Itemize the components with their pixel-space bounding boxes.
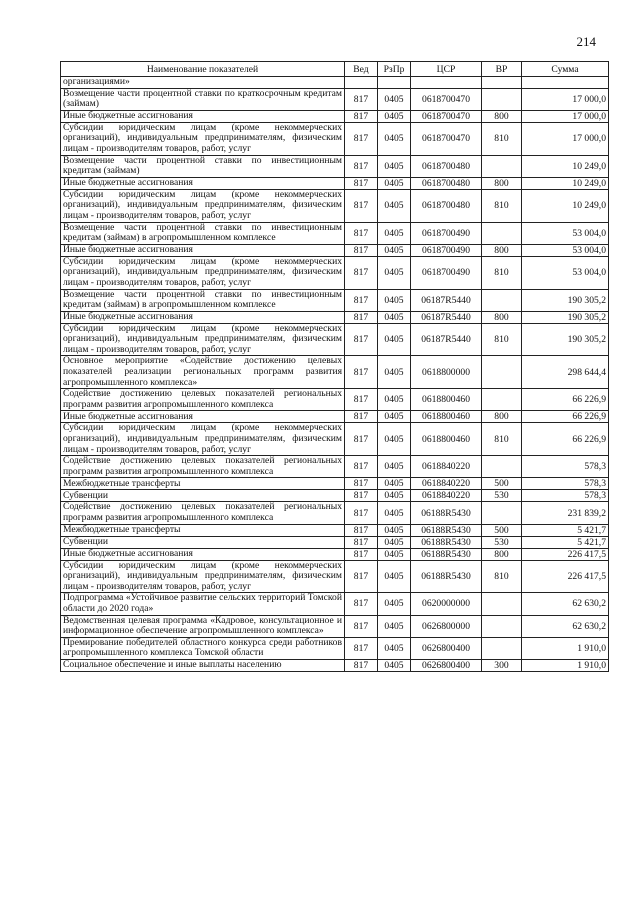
table-row	[61, 177, 609, 189]
row-ved-cell: 817	[345, 456, 378, 478]
table-row	[61, 524, 609, 536]
row-rzpr-cell: 0405	[378, 478, 411, 490]
row-rzpr-cell	[378, 77, 411, 89]
row-ved-cell: 817	[345, 177, 378, 189]
row-sum-cell: 10 249,0	[522, 177, 609, 189]
row-vr-cell: 810	[482, 323, 522, 356]
row-name-cell: Социальное обеспечение и иные выплаты населению	[61, 659, 345, 671]
row-rzpr-cell: 0405	[378, 593, 411, 615]
row-vr-cell: 800	[482, 311, 522, 323]
table-row	[61, 222, 609, 244]
row-name-cell: Ведомственная целевая программа «Кадровое, консультационное и информационное обеспечение агропромышленного комплекса»	[61, 615, 345, 637]
row-sum-cell: 10 249,0	[522, 189, 609, 222]
row-rzpr-cell: 0405	[378, 356, 411, 389]
header-rzpr: РзПр	[378, 62, 411, 77]
row-name-cell: Иные бюджетные ассигнования	[61, 177, 345, 189]
row-sum-cell: 578,3	[522, 490, 609, 502]
row-rzpr-cell: 0405	[378, 256, 411, 289]
row-vr-cell: 800	[482, 110, 522, 122]
row-ved-cell: 817	[345, 637, 378, 659]
row-vr-cell: 300	[482, 659, 522, 671]
row-name-cell: Субвенции	[61, 490, 345, 502]
row-sum-cell: 1 910,0	[522, 637, 609, 659]
row-csr-cell: 0618700470	[411, 110, 482, 122]
row-sum-cell: 10 249,0	[522, 155, 609, 177]
row-sum-cell: 17 000,0	[522, 88, 609, 110]
row-rzpr-cell: 0405	[378, 122, 411, 155]
row-name-cell: Возмещение части процентной ставки по инвестиционным кредитам (займам) в агропромышленном комплексе	[61, 222, 345, 244]
row-name-cell: Субвенции	[61, 536, 345, 548]
row-csr-cell: 0626800000	[411, 615, 482, 637]
row-rzpr-cell: 0405	[378, 289, 411, 311]
row-sum-cell: 5 421,7	[522, 536, 609, 548]
row-csr-cell: 0618800460	[411, 389, 482, 411]
row-ved-cell: 817	[345, 256, 378, 289]
row-name-cell: Возмещение части процентной ставки по краткосрочным кредитам (займам)	[61, 88, 345, 110]
row-vr-cell	[482, 615, 522, 637]
row-ved-cell: 817	[345, 490, 378, 502]
row-csr-cell: 0618840220	[411, 490, 482, 502]
row-ved-cell: 817	[345, 155, 378, 177]
row-csr-cell: 0618800460	[411, 423, 482, 456]
table-row	[61, 411, 609, 423]
row-vr-cell	[482, 88, 522, 110]
row-vr-cell	[482, 289, 522, 311]
row-sum-cell: 66 226,9	[522, 411, 609, 423]
row-name-cell: Возмещение части процентной ставки по инвестиционным кредитам (займам) в агропромышленном комплексе	[61, 289, 345, 311]
row-ved-cell: 817	[345, 311, 378, 323]
row-vr-cell	[482, 502, 522, 524]
row-ved-cell: 817	[345, 122, 378, 155]
table-row	[61, 323, 609, 356]
row-sum-cell: 66 226,9	[522, 423, 609, 456]
row-rzpr-cell: 0405	[378, 423, 411, 456]
row-sum-cell: 62 630,2	[522, 615, 609, 637]
row-sum-cell	[522, 77, 609, 89]
page-number: 214	[576, 34, 596, 49]
table-row	[61, 490, 609, 502]
row-name-cell: Субсидии юридическим лицам (кроме некоммерческих организаций), индивидуальным предпринимателям, физическим лицам - производителям товаров, работ, услуг	[61, 560, 345, 593]
row-vr-cell	[482, 155, 522, 177]
row-csr-cell: 0626800400	[411, 637, 482, 659]
row-sum-cell: 17 000,0	[522, 122, 609, 155]
header-ved: Вед	[345, 62, 378, 77]
row-name-cell: Основное мероприятие «Содействие достижению целевых показателей реализации региональных программ развития агропромышленного комплекса»	[61, 356, 345, 389]
row-rzpr-cell: 0405	[378, 389, 411, 411]
header-name: Наименование показателей	[61, 62, 345, 77]
row-rzpr-cell: 0405	[378, 659, 411, 671]
row-name-cell: Межбюджетные трансферты	[61, 524, 345, 536]
row-rzpr-cell: 0405	[378, 456, 411, 478]
row-rzpr-cell: 0405	[378, 323, 411, 356]
row-rzpr-cell: 0405	[378, 110, 411, 122]
budget-table	[60, 61, 609, 672]
row-ved-cell: 817	[345, 88, 378, 110]
row-csr-cell: 06188R5430	[411, 502, 482, 524]
row-name-cell: Иные бюджетные ассигнования	[61, 110, 345, 122]
row-ved-cell: 817	[345, 659, 378, 671]
row-rzpr-cell: 0405	[378, 615, 411, 637]
row-name-cell: Субсидии юридическим лицам (кроме некоммерческих организаций), индивидуальным предпринимателям, физическим лицам - производителям товаров, работ, услуг	[61, 189, 345, 222]
row-csr-cell: 0618700490	[411, 256, 482, 289]
row-ved-cell: 817	[345, 289, 378, 311]
row-sum-cell: 17 000,0	[522, 110, 609, 122]
row-rzpr-cell: 0405	[378, 311, 411, 323]
row-name-cell: Субсидии юридическим лицам (кроме некоммерческих организаций), индивидуальным предпринимателям, физическим лицам - производителям товаров, работ, услуг	[61, 423, 345, 456]
row-ved-cell: 817	[345, 615, 378, 637]
row-rzpr-cell: 0405	[378, 490, 411, 502]
row-vr-cell: 530	[482, 490, 522, 502]
table-row	[61, 615, 609, 637]
row-vr-cell: 530	[482, 536, 522, 548]
row-name-cell: Возмещение части процентной ставки по инвестиционным кредитам (займам)	[61, 155, 345, 177]
row-ved-cell: 817	[345, 389, 378, 411]
row-ved-cell: 817	[345, 524, 378, 536]
table-row	[61, 256, 609, 289]
row-sum-cell: 190 305,2	[522, 289, 609, 311]
row-name-cell: Иные бюджетные ассигнования	[61, 244, 345, 256]
row-ved-cell: 817	[345, 423, 378, 456]
row-rzpr-cell: 0405	[378, 524, 411, 536]
row-csr-cell: 0620000000	[411, 593, 482, 615]
table-row	[61, 502, 609, 524]
row-csr-cell: 0618840220	[411, 456, 482, 478]
row-ved-cell: 817	[345, 189, 378, 222]
row-sum-cell: 190 305,2	[522, 311, 609, 323]
row-vr-cell: 800	[482, 177, 522, 189]
row-rzpr-cell: 0405	[378, 244, 411, 256]
row-csr-cell: 0618840220	[411, 478, 482, 490]
row-sum-cell: 226 417,5	[522, 548, 609, 560]
row-vr-cell	[482, 389, 522, 411]
row-sum-cell: 226 417,5	[522, 560, 609, 593]
header-sum: Сумма	[522, 62, 609, 77]
row-csr-cell: 0618700490	[411, 244, 482, 256]
table-row	[61, 88, 609, 110]
row-csr-cell: 0618800460	[411, 411, 482, 423]
row-sum-cell: 578,3	[522, 456, 609, 478]
table-row	[61, 659, 609, 671]
row-sum-cell: 53 004,0	[522, 222, 609, 244]
row-csr-cell: 0618800000	[411, 356, 482, 389]
row-ved-cell: 817	[345, 593, 378, 615]
row-ved-cell: 817	[345, 323, 378, 356]
row-name-cell: Содействие достижению целевых показателей региональных программ развития агропромышленного комплекса	[61, 389, 345, 411]
row-vr-cell: 810	[482, 423, 522, 456]
table-row	[61, 244, 609, 256]
row-vr-cell: 800	[482, 548, 522, 560]
row-sum-cell: 62 630,2	[522, 593, 609, 615]
row-vr-cell: 810	[482, 256, 522, 289]
row-sum-cell: 298 644,4	[522, 356, 609, 389]
row-csr-cell: 0626800400	[411, 659, 482, 671]
row-csr-cell: 06188R5430	[411, 560, 482, 593]
row-name-cell: Субсидии юридическим лицам (кроме некоммерческих организаций), индивидуальным предпринимателям, физическим лицам - производителям товаров, работ, услуг	[61, 122, 345, 155]
row-name-cell: Субсидии юридическим лицам (кроме некоммерческих организаций), индивидуальным предпринимателям, физическим лицам - производителям товаров, работ, услуг	[61, 323, 345, 356]
row-ved-cell: 817	[345, 548, 378, 560]
row-csr-cell	[411, 77, 482, 89]
row-ved-cell: 817	[345, 411, 378, 423]
row-vr-cell: 800	[482, 244, 522, 256]
table-row	[61, 593, 609, 615]
row-name-cell: Иные бюджетные ассигнования	[61, 411, 345, 423]
table-row	[61, 189, 609, 222]
row-rzpr-cell: 0405	[378, 189, 411, 222]
table-row	[61, 456, 609, 478]
row-csr-cell: 0618700480	[411, 155, 482, 177]
row-name-cell: Субсидии юридическим лицам (кроме некоммерческих организаций), индивидуальным предпринимателям, физическим лицам - производителям товаров, работ, услуг	[61, 256, 345, 289]
row-csr-cell: 0618700470	[411, 88, 482, 110]
row-ved-cell: 817	[345, 536, 378, 548]
table-row	[61, 77, 609, 89]
row-vr-cell: 810	[482, 560, 522, 593]
row-sum-cell: 190 305,2	[522, 323, 609, 356]
row-vr-cell	[482, 222, 522, 244]
row-csr-cell: 06188R5430	[411, 536, 482, 548]
row-ved-cell: 817	[345, 356, 378, 389]
row-name-cell: Содействие достижению целевых показателей региональных программ развития агропромышленного комплекса	[61, 502, 345, 524]
table-row	[61, 637, 609, 659]
row-ved-cell: 817	[345, 560, 378, 593]
row-rzpr-cell: 0405	[378, 222, 411, 244]
row-vr-cell	[482, 637, 522, 659]
header-csr: ЦСР	[411, 62, 482, 77]
row-ved-cell: 817	[345, 478, 378, 490]
table-row	[61, 289, 609, 311]
row-vr-cell: 810	[482, 122, 522, 155]
row-csr-cell: 06187R5440	[411, 289, 482, 311]
row-sum-cell: 5 421,7	[522, 524, 609, 536]
row-sum-cell: 231 839,2	[522, 502, 609, 524]
row-csr-cell: 0618700480	[411, 177, 482, 189]
table-body	[61, 77, 609, 672]
row-csr-cell: 06188R5430	[411, 524, 482, 536]
row-name-cell: Иные бюджетные ассигнования	[61, 548, 345, 560]
row-csr-cell: 06188R5430	[411, 548, 482, 560]
table-row	[61, 548, 609, 560]
row-sum-cell: 53 004,0	[522, 244, 609, 256]
row-rzpr-cell: 0405	[378, 88, 411, 110]
row-vr-cell	[482, 456, 522, 478]
row-csr-cell: 06187R5440	[411, 311, 482, 323]
row-sum-cell: 53 004,0	[522, 256, 609, 289]
row-rzpr-cell: 0405	[378, 536, 411, 548]
row-vr-cell: 500	[482, 524, 522, 536]
row-csr-cell: 0618700490	[411, 222, 482, 244]
row-rzpr-cell: 0405	[378, 155, 411, 177]
row-csr-cell: 0618700470	[411, 122, 482, 155]
row-name-cell: организациями»	[61, 77, 345, 89]
row-rzpr-cell: 0405	[378, 177, 411, 189]
row-rzpr-cell: 0405	[378, 502, 411, 524]
row-vr-cell	[482, 77, 522, 89]
table-row	[61, 478, 609, 490]
row-name-cell: Иные бюджетные ассигнования	[61, 311, 345, 323]
table-row	[61, 122, 609, 155]
table-row	[61, 356, 609, 389]
row-vr-cell	[482, 356, 522, 389]
table-row	[61, 311, 609, 323]
row-vr-cell: 810	[482, 189, 522, 222]
row-csr-cell: 0618700480	[411, 189, 482, 222]
header-vr: ВР	[482, 62, 522, 77]
row-name-cell: Премирование победителей областного конкурса среди работников агропромышленного комплекса Томской области	[61, 637, 345, 659]
table-row	[61, 423, 609, 456]
row-vr-cell: 500	[482, 478, 522, 490]
table-row	[61, 110, 609, 122]
row-rzpr-cell: 0405	[378, 548, 411, 560]
row-name-cell: Подпрограмма «Устойчивое развитие сельских территорий Томской области до 2020 года»	[61, 593, 345, 615]
table-row	[61, 389, 609, 411]
row-rzpr-cell: 0405	[378, 411, 411, 423]
row-vr-cell	[482, 593, 522, 615]
row-rzpr-cell: 0405	[378, 560, 411, 593]
row-vr-cell: 800	[482, 411, 522, 423]
table-row	[61, 560, 609, 593]
row-ved-cell: 817	[345, 110, 378, 122]
row-sum-cell: 1 910,0	[522, 659, 609, 671]
table-header-row	[61, 62, 609, 77]
row-rzpr-cell: 0405	[378, 637, 411, 659]
row-sum-cell: 66 226,9	[522, 389, 609, 411]
row-ved-cell	[345, 77, 378, 89]
row-sum-cell: 578,3	[522, 478, 609, 490]
row-csr-cell: 06187R5440	[411, 323, 482, 356]
row-name-cell: Содействие достижению целевых показателей региональных программ развития агропромышленного комплекса	[61, 456, 345, 478]
row-ved-cell: 817	[345, 244, 378, 256]
row-name-cell: Межбюджетные трансферты	[61, 478, 345, 490]
row-ved-cell: 817	[345, 222, 378, 244]
table-row	[61, 155, 609, 177]
table-row	[61, 536, 609, 548]
row-ved-cell: 817	[345, 502, 378, 524]
